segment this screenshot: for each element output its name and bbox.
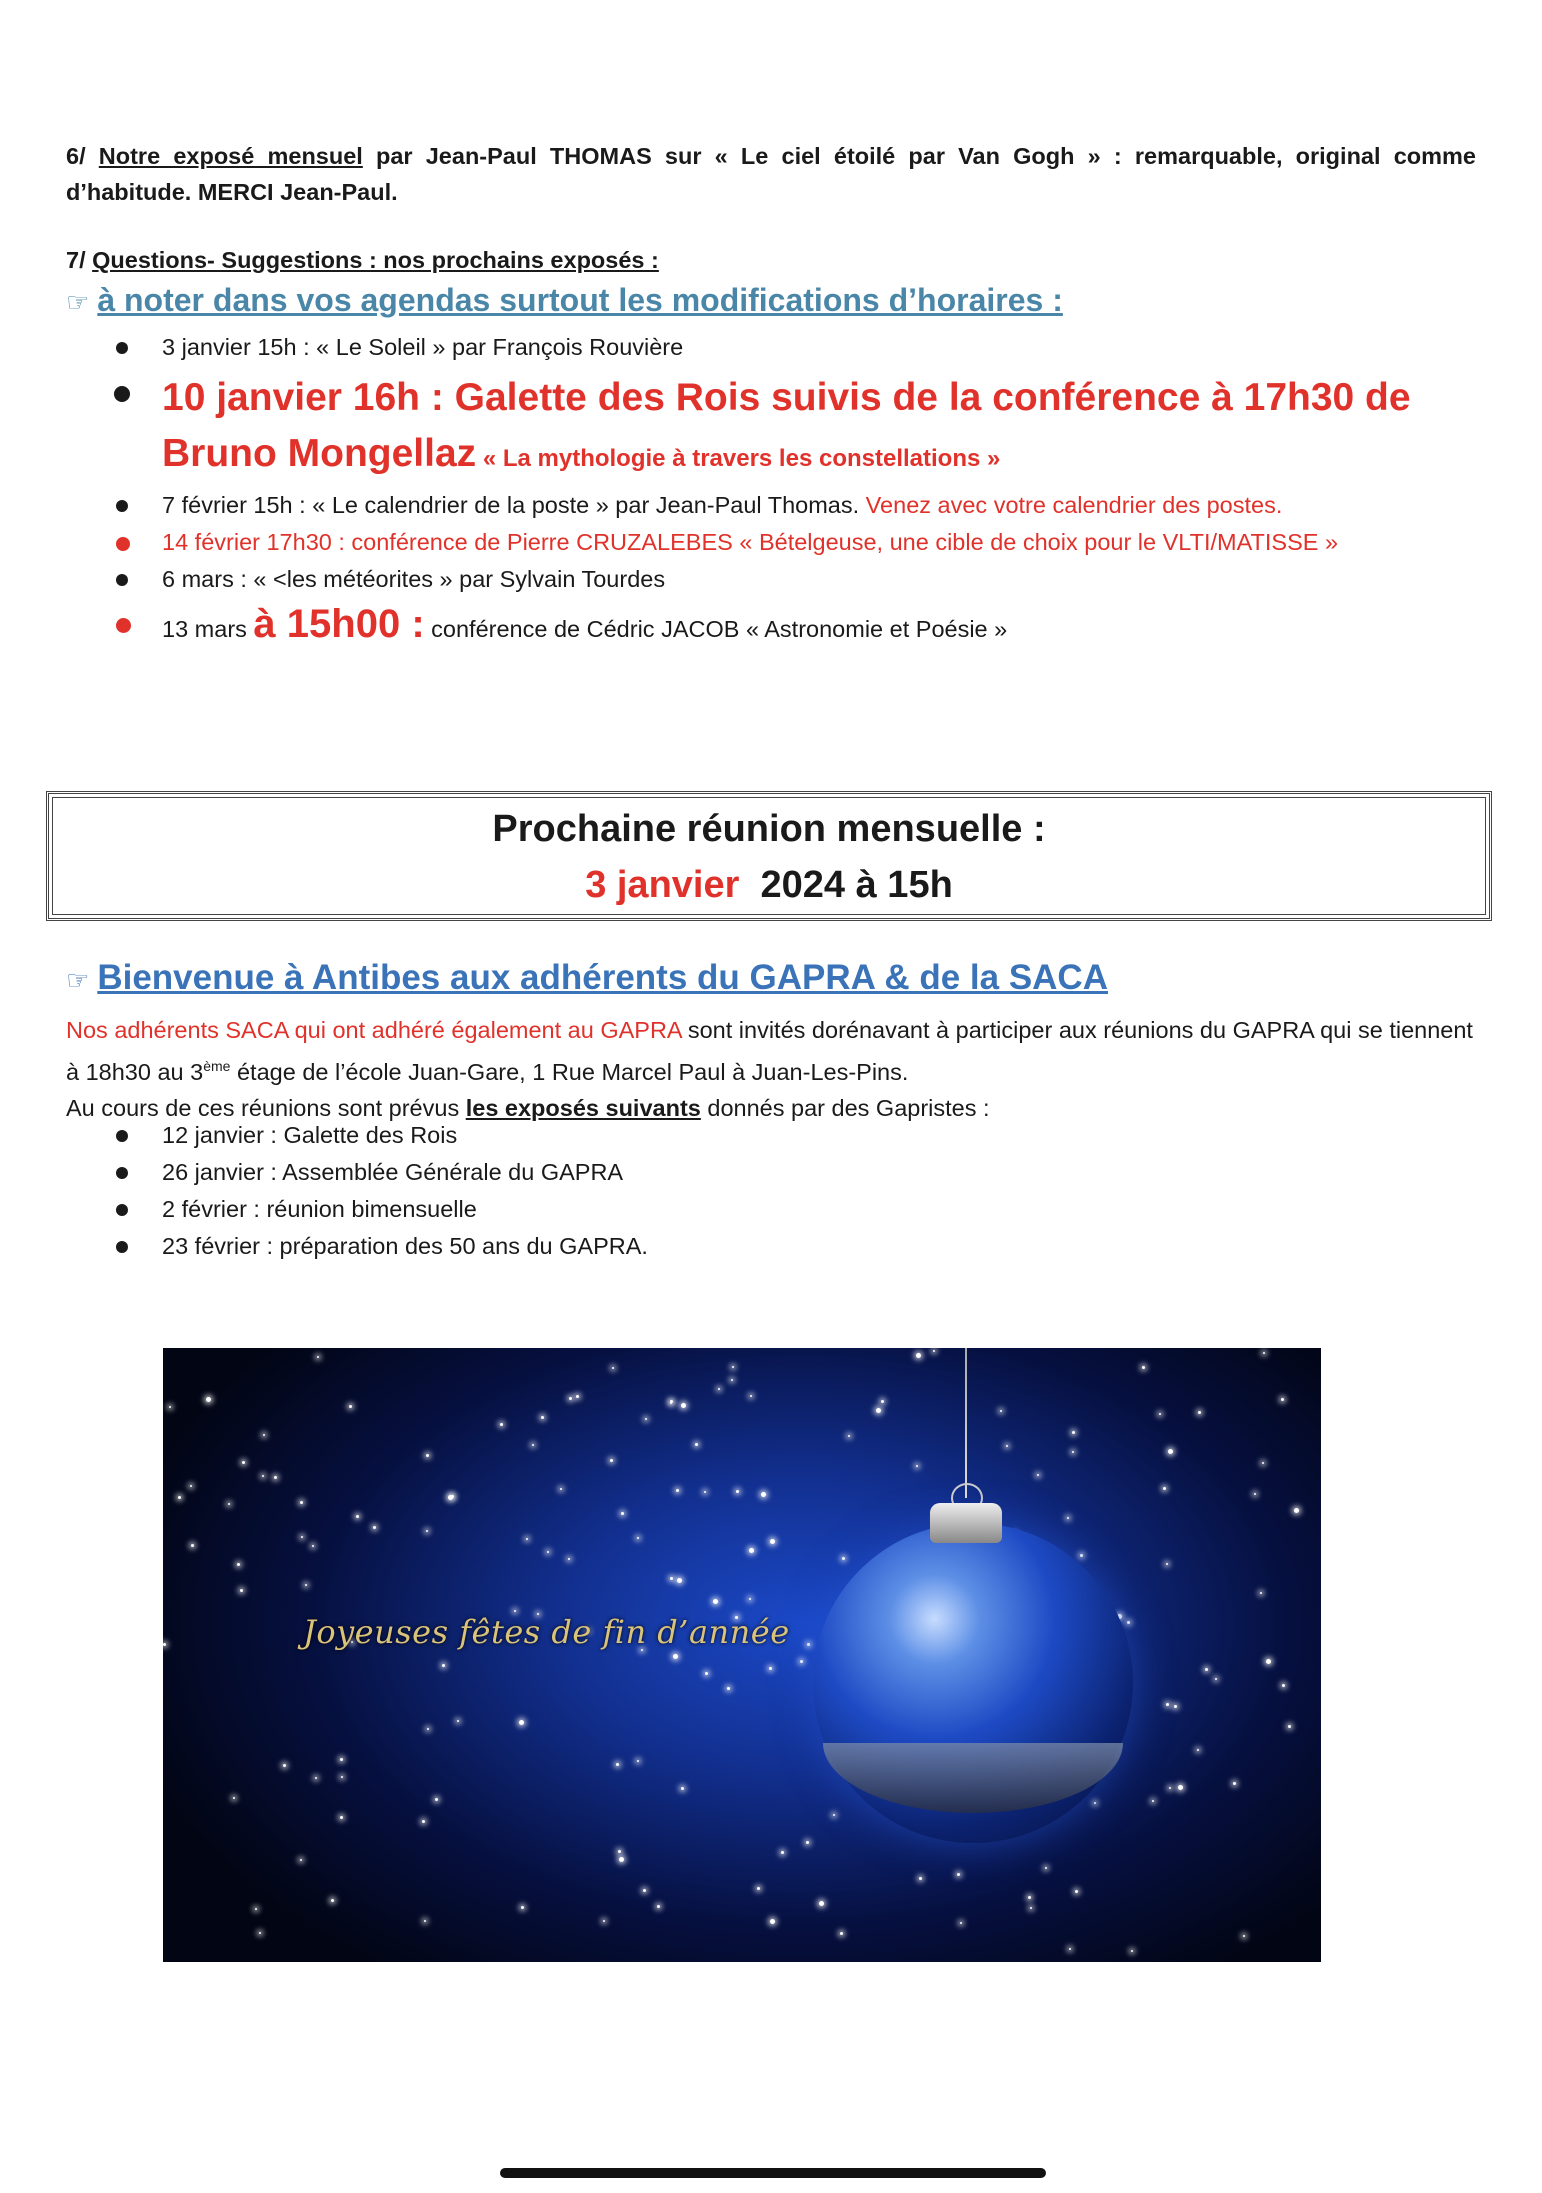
star-icon xyxy=(705,1672,708,1675)
agenda-heading-text: à noter dans vos agendas surtout les modifications d’horaires : xyxy=(97,282,1063,318)
section-7-title: Questions- Suggestions : nos prochains exposés : xyxy=(92,247,659,273)
star-icon xyxy=(341,1776,343,1778)
star-icon xyxy=(1282,1684,1285,1687)
star-icon xyxy=(340,1758,343,1761)
star-icon xyxy=(681,1403,686,1408)
star-icon xyxy=(1294,1508,1299,1513)
bauble-cap xyxy=(930,1503,1002,1543)
star-icon xyxy=(300,1501,303,1504)
star-icon xyxy=(677,1578,682,1583)
welcome-intro-end: étage de l’école Juan-Gare, 1 Rue Marcel Paul à Juan-Les-Pins. xyxy=(230,1058,909,1085)
welcome-line2-bold: les exposés suivants xyxy=(465,1094,701,1121)
star-icon xyxy=(317,1356,319,1358)
next-meeting-date xyxy=(49,857,1489,913)
section-6-text: par Jean-Paul THOMAS sur « Le ciel étoilé par Van Gogh » : remarquable, original comme d’habitude. MERCI Jean-Paul. xyxy=(66,143,1476,205)
list-item xyxy=(66,1191,648,1228)
star-icon xyxy=(781,1851,784,1854)
star-icon xyxy=(713,1599,718,1604)
star-icon xyxy=(819,1901,824,1906)
star-icon xyxy=(800,1660,803,1663)
list-item xyxy=(66,329,1476,366)
star-icon xyxy=(1169,1787,1171,1789)
star-icon xyxy=(704,1491,706,1493)
star-icon xyxy=(191,1544,194,1547)
star-icon xyxy=(1000,1410,1002,1412)
star-icon xyxy=(637,1760,639,1762)
star-icon xyxy=(560,1488,562,1490)
pointing-hand-icon: ☞ xyxy=(66,287,90,317)
star-icon xyxy=(233,1797,235,1799)
welcome-heading-text: Bienvenue à Antibes aux adhérents du GAPRA & de la SACA xyxy=(97,958,1108,997)
star-icon xyxy=(806,1841,809,1844)
next-meeting-year-time: 2024 à 15h xyxy=(739,864,953,906)
star-icon xyxy=(255,1908,257,1910)
section-6-number: 6/ xyxy=(66,143,99,169)
agenda-item-3: 7 février 15h : « Le calendrier de la poste » par Jean-Paul Thomas. xyxy=(162,492,866,518)
star-icon xyxy=(749,1548,754,1553)
star-icon xyxy=(1254,1493,1256,1495)
star-icon xyxy=(457,1720,459,1722)
star-icon xyxy=(619,1857,624,1862)
star-icon xyxy=(300,1859,302,1861)
star-icon xyxy=(442,1664,445,1667)
star-icon xyxy=(1166,1563,1168,1565)
star-icon xyxy=(178,1496,181,1499)
gapra-item: 12 janvier : Galette des Rois xyxy=(162,1122,458,1148)
welcome-intro-text: sont invités dorénavant à participer aux réunions du GAPRA qui se tiennent à 18h30 au 3 xyxy=(66,1017,1473,1085)
star-icon xyxy=(356,1515,359,1518)
star-icon xyxy=(426,1530,428,1532)
star-icon xyxy=(840,1932,843,1935)
welcome-paragraph xyxy=(66,1012,1476,1126)
greeting-text: Joyeuses fêtes de fin d’année xyxy=(303,1613,790,1651)
agenda-item-1: 3 janvier 15h : « Le Soleil » par François Rouvière xyxy=(162,334,684,360)
star-icon xyxy=(645,1418,647,1420)
next-meeting-title: Prochaine réunion mensuelle : xyxy=(492,808,1046,850)
star-icon xyxy=(769,1667,772,1670)
next-meeting-box xyxy=(46,791,1492,921)
star-icon xyxy=(305,1584,307,1586)
star-icon xyxy=(731,1379,733,1381)
star-icon xyxy=(373,1526,376,1529)
list-item xyxy=(66,598,1476,655)
star-icon xyxy=(1168,1449,1173,1454)
star-icon xyxy=(1069,1948,1071,1950)
star-icon xyxy=(933,1350,935,1352)
star-icon xyxy=(770,1539,775,1544)
home-indicator[interactable] xyxy=(500,2168,1046,2178)
star-icon xyxy=(750,1395,752,1397)
bullet-icon xyxy=(116,342,128,354)
star-icon xyxy=(1166,1703,1169,1706)
star-icon xyxy=(1072,1431,1075,1434)
agenda-item-6-text: conférence de Cédric JACOB « Astronomie et Poésie » xyxy=(424,616,1008,642)
star-icon xyxy=(670,1402,672,1404)
star-icon xyxy=(643,1889,646,1892)
list-item xyxy=(66,1228,648,1265)
christmas-bauble-image xyxy=(163,1348,1321,1962)
agenda-heading xyxy=(66,282,1063,319)
star-icon xyxy=(957,1873,960,1876)
welcome-intro-highlight: Nos adhérents SACA qui ont adhéré également au GAPRA xyxy=(66,1017,682,1043)
star-icon xyxy=(916,1353,921,1358)
star-icon xyxy=(848,1435,850,1437)
star-icon xyxy=(881,1400,884,1403)
star-icon xyxy=(960,1922,962,1924)
star-icon xyxy=(681,1787,684,1790)
gapra-talks-list xyxy=(66,1117,648,1265)
bullet-icon xyxy=(116,537,130,551)
star-icon xyxy=(919,1877,922,1880)
star-icon xyxy=(842,1557,845,1560)
star-icon xyxy=(169,1406,171,1408)
gapra-item: 26 janvier : Assemblée Générale du GAPRA xyxy=(162,1159,624,1185)
star-icon xyxy=(1198,1411,1201,1414)
star-icon xyxy=(259,1932,261,1934)
bullet-icon xyxy=(116,500,128,512)
star-icon xyxy=(1215,1678,1217,1680)
star-icon xyxy=(1233,1782,1236,1785)
star-icon xyxy=(312,1545,314,1547)
star-icon xyxy=(163,1643,166,1646)
star-icon xyxy=(237,1563,240,1566)
star-icon xyxy=(427,1728,429,1730)
star-icon xyxy=(1262,1462,1264,1464)
star-icon xyxy=(521,1906,524,1909)
star-icon xyxy=(541,1416,544,1419)
star-icon xyxy=(526,1538,528,1540)
welcome-line2-post: donnés par des Gapristes : xyxy=(700,1094,990,1121)
star-icon xyxy=(833,1814,835,1816)
star-icon xyxy=(1174,1705,1177,1708)
agenda-item-3-note: Venez avec votre calendrier des postes. xyxy=(865,492,1283,518)
star-icon xyxy=(1037,1474,1039,1476)
star-icon xyxy=(618,1850,621,1853)
star-icon xyxy=(1288,1725,1291,1728)
star-icon xyxy=(263,1434,265,1436)
star-icon xyxy=(1131,1950,1133,1952)
star-icon xyxy=(1159,1413,1161,1415)
star-icon xyxy=(240,1589,243,1592)
list-item xyxy=(66,1117,648,1154)
star-icon xyxy=(190,1485,192,1487)
section-7-number: 7/ xyxy=(66,247,93,273)
next-meeting-day: 3 janvier xyxy=(585,864,740,906)
bullet-icon xyxy=(116,1130,128,1142)
star-icon xyxy=(1266,1659,1271,1664)
agenda-item-2-main: 10 janvier 16h : Galette des Rois suivis de la conférence à 17h30 de Bruno Mongellaz xyxy=(162,376,1411,475)
agenda-item-2-sub: « La mythologie à travers les constellations » xyxy=(476,445,1001,472)
star-icon xyxy=(718,1388,720,1390)
star-icon xyxy=(274,1476,277,1479)
star-icon xyxy=(1243,1935,1245,1937)
agenda-item-6-time: à 15h00 : xyxy=(253,602,425,646)
star-icon xyxy=(1281,1398,1284,1401)
star-icon xyxy=(1263,1352,1265,1354)
star-icon xyxy=(621,1512,624,1515)
star-icon xyxy=(1045,1867,1047,1869)
star-icon xyxy=(331,1899,334,1902)
star-icon xyxy=(242,1461,245,1464)
star-icon xyxy=(301,1536,303,1538)
star-icon xyxy=(283,1764,286,1767)
star-icon xyxy=(1205,1668,1208,1671)
star-icon xyxy=(424,1920,426,1922)
star-icon xyxy=(610,1459,613,1462)
star-icon xyxy=(1072,1451,1074,1453)
welcome-superscript: ème xyxy=(203,1058,231,1074)
star-icon xyxy=(749,1598,751,1600)
star-icon xyxy=(426,1454,429,1457)
star-icon xyxy=(206,1397,211,1402)
star-icon xyxy=(1075,1890,1078,1893)
pointing-hand-icon: ☞ xyxy=(66,965,90,995)
gapra-item: 23 février : préparation des 50 ans du GAPRA. xyxy=(162,1233,648,1259)
star-icon xyxy=(576,1395,579,1398)
star-icon xyxy=(1030,1907,1032,1909)
star-icon xyxy=(736,1490,739,1493)
star-icon xyxy=(547,1551,549,1553)
star-icon xyxy=(670,1577,673,1580)
star-icon xyxy=(657,1905,660,1908)
star-icon xyxy=(1142,1366,1145,1369)
star-icon xyxy=(448,1495,453,1500)
list-item xyxy=(66,366,1476,487)
star-icon xyxy=(1260,1592,1262,1594)
section-7-heading xyxy=(66,247,659,274)
bauble-string xyxy=(965,1348,967,1498)
bullet-icon xyxy=(116,1167,128,1179)
star-icon xyxy=(1152,1800,1154,1802)
star-icon xyxy=(519,1720,524,1725)
agenda-list xyxy=(66,329,1476,655)
star-icon xyxy=(1127,1621,1130,1624)
star-icon xyxy=(1028,1896,1031,1899)
bullet-icon xyxy=(116,618,131,633)
list-item xyxy=(66,1154,648,1191)
star-icon xyxy=(340,1816,343,1819)
agenda-item-6-date: 13 mars xyxy=(162,616,254,642)
star-icon xyxy=(757,1887,760,1890)
star-icon xyxy=(569,1397,572,1400)
star-icon xyxy=(532,1444,534,1446)
star-icon xyxy=(1080,1554,1083,1557)
section-6-title: Notre exposé mensuel xyxy=(98,143,363,169)
star-icon xyxy=(514,1610,516,1612)
bullet-icon xyxy=(116,574,128,586)
list-item xyxy=(66,524,1476,561)
agenda-item-4: 14 février 17h30 : conférence de Pierre CRUZALEBES « Bételgeuse, une cible de choix pour le VLTI/MATISSE » xyxy=(162,529,1339,555)
star-icon xyxy=(673,1654,678,1659)
agenda-item-5: 6 mars : « <les météorites » par Sylvain Tourdes xyxy=(162,566,666,592)
star-icon xyxy=(1178,1785,1183,1790)
star-icon xyxy=(262,1475,264,1477)
star-icon xyxy=(761,1492,766,1497)
star-icon xyxy=(1006,1445,1008,1447)
section-6-paragraph xyxy=(66,138,1476,210)
star-icon xyxy=(616,1763,619,1766)
star-icon xyxy=(228,1503,230,1505)
star-icon xyxy=(315,1777,317,1779)
star-icon xyxy=(732,1366,734,1368)
star-icon xyxy=(727,1687,730,1690)
bullet-icon xyxy=(114,386,130,402)
star-icon xyxy=(916,1465,918,1467)
star-icon xyxy=(1094,1802,1096,1804)
welcome-line2-pre: Au cours de ces réunions sont prévus xyxy=(66,1094,466,1121)
list-item xyxy=(66,561,1476,598)
list-item xyxy=(66,487,1476,524)
gapra-item: 2 février : réunion bimensuelle xyxy=(162,1196,477,1222)
star-icon xyxy=(422,1820,425,1823)
star-icon xyxy=(770,1919,775,1924)
star-icon xyxy=(1163,1487,1166,1490)
star-icon xyxy=(1067,1517,1069,1519)
star-icon xyxy=(637,1537,639,1539)
star-icon xyxy=(807,1643,810,1646)
star-icon xyxy=(695,1443,698,1446)
bullet-icon xyxy=(116,1204,128,1216)
star-icon xyxy=(435,1798,438,1801)
star-icon xyxy=(568,1558,570,1560)
star-icon xyxy=(1197,1749,1199,1751)
star-icon xyxy=(676,1489,679,1492)
star-icon xyxy=(603,1920,605,1922)
star-icon xyxy=(349,1405,352,1408)
star-icon xyxy=(500,1423,503,1426)
bullet-icon xyxy=(116,1241,128,1253)
star-icon xyxy=(876,1408,881,1413)
welcome-heading xyxy=(66,958,1108,998)
star-icon xyxy=(612,1367,614,1369)
